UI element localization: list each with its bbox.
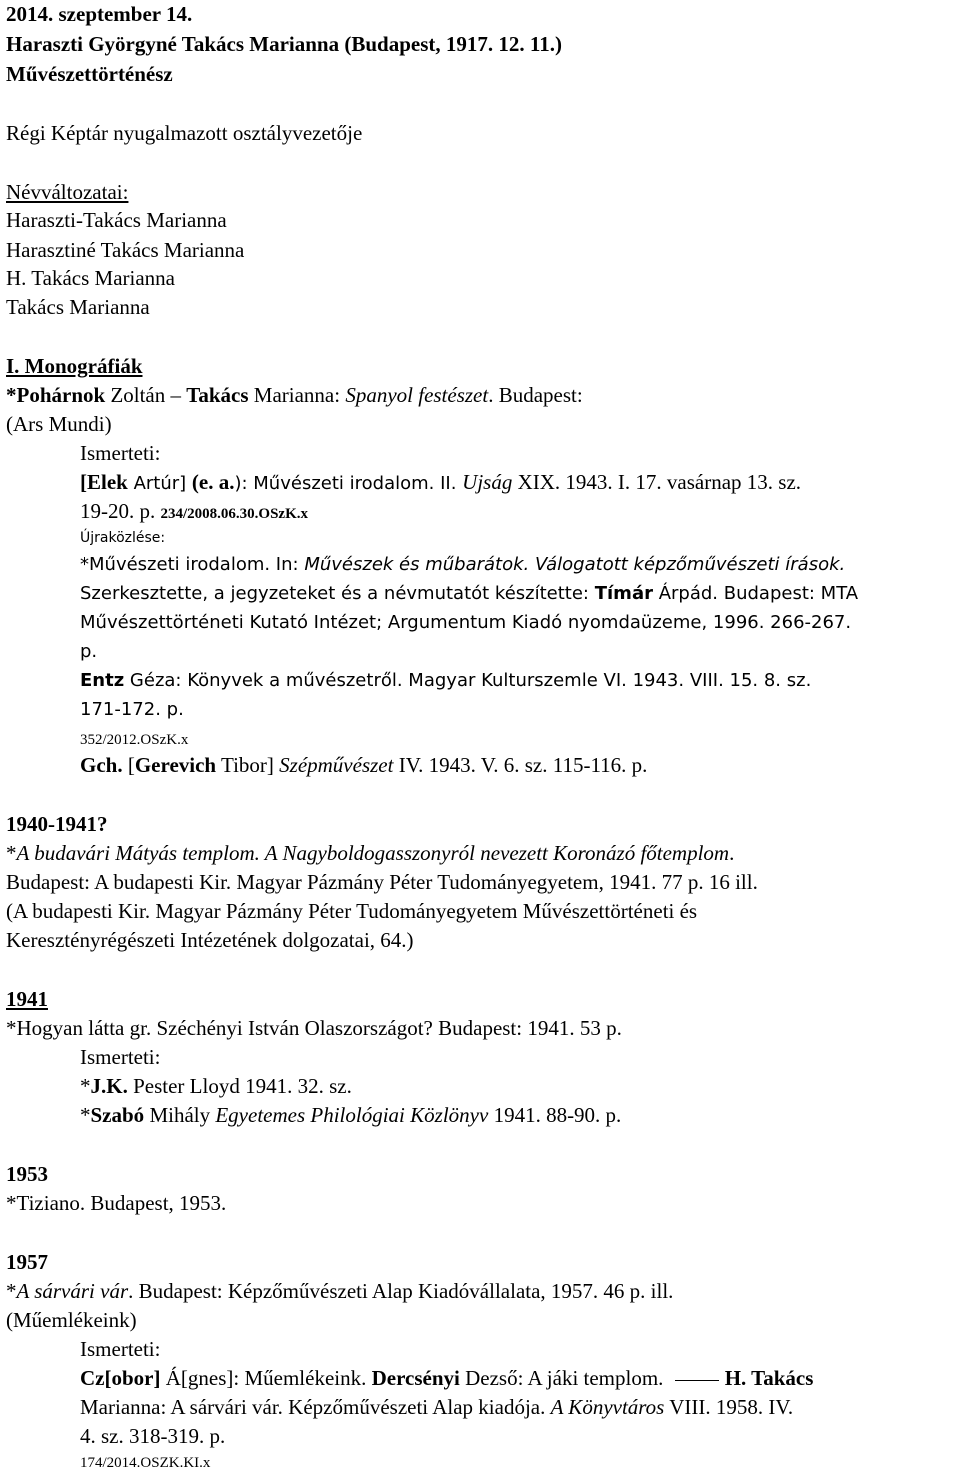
entry-1957-line-1: *A sárvári vár. Budapest: Képzőművészeti Alap Kiadóvállalata, 1957. 46 p. ill. <box>6 1279 674 1303</box>
profession-line: Művészettörténész <box>6 62 173 86</box>
reprint-line-2: Szerkesztette, a jegyzeteket és a névmutatót készítette: Tímár Árpád. Budapest: MTA <box>80 583 859 604</box>
entry-1940-line-1: *A budavári Mátyás templom. A Nagyboldogasszonyról nevezett Koronázó főtemplom. <box>6 841 735 865</box>
entry-1940-line-4: Keresztényrégészeti Intézetének dolgozatai, 64.) <box>6 928 414 952</box>
review-1941-label: Ismerteti: <box>80 1045 161 1069</box>
review-1957-line-1: Cz[obor] Á[gnes]: Műemlékeink. Dercsényi Dezső: A jáki templom. H. Takács <box>80 1366 814 1390</box>
review-entz-pages: 171-172. p. <box>80 699 184 720</box>
monograph-entry-1: *Pohárnok Zoltán – Takács Marianna: Spanyol festészet. Budapest: <box>6 383 583 407</box>
entry-1940-line-3: (A budapesti Kir. Magyar Pázmány Péter Tudományegyetem Művészettörténeti és <box>6 899 698 923</box>
entry-1957-series: (Műemlékeink) <box>6 1308 137 1332</box>
reprint-line-1: *Művészeti irodalom. In: Művészek és műbarátok. Válogatott képzőművészeti írások. <box>80 554 846 575</box>
monograph-series: (Ars Mundi) <box>6 412 112 436</box>
section-1953-heading: 1953 <box>6 1162 48 1186</box>
section-1940-heading: 1940-1941? <box>6 812 108 836</box>
name-variant-4: Takács Marianna <box>6 295 150 319</box>
review-elek: [Elek Artúr] (e. a.): Művészeti irodalom. II. Ujság XIX. 1943. I. 17. vasárnap 13. sz. <box>80 470 802 494</box>
name-line: Haraszti Györgyné Takács Marianna (Budapest, 1917. 12. 11.) <box>6 32 562 56</box>
review-1957-label: Ismerteti: <box>80 1337 161 1361</box>
review-label: Ismerteti: <box>80 441 161 465</box>
monographs-heading: I. Monográfiák <box>6 354 143 378</box>
review-elek-pages: 19-20. p. 234/2008.06.30.OSzK.x <box>80 499 309 523</box>
reprint-line-4: p. <box>80 641 98 662</box>
section-1941-heading: 1941 <box>6 987 48 1011</box>
name-variant-3: H. Takács Marianna <box>6 266 175 290</box>
review-entz: Entz Géza: Könyvek a művészetről. Magyar Kulturszemle VI. 1943. VIII. 15. 8. sz. <box>80 670 812 691</box>
name-variant-1: Haraszti-Takács Marianna <box>6 208 227 232</box>
section-1957-heading: 1957 <box>6 1250 48 1274</box>
reprint-label: Újraközlése: <box>80 530 166 546</box>
reprint-line-3: Művészettörténeti Kutató Intézet; Argumentum Kiadó nyomdaüzeme, 1996. 266-267. <box>80 612 852 633</box>
position-line: Régi Képtár nyugalmazott osztályvezetője <box>6 121 363 145</box>
name-variant-2: Harasztiné Takács Marianna <box>6 238 245 262</box>
em-dash <box>675 1380 719 1381</box>
name-variants-heading: Névváltozatai: <box>6 180 129 204</box>
entry-1941-line-1: *Hogyan látta gr. Széchényi István Olaszországot? Budapest: 1941. 53 p. <box>6 1016 622 1040</box>
review-1941-szabo: *Szabó Mihály Egyetemes Philológiai Közlönyv 1941. 88-90. p. <box>80 1103 622 1127</box>
review-gerevich: Gch. [Gerevich Tibor] Szépművészet IV. 1943. V. 6. sz. 115-116. p. <box>80 753 648 777</box>
review-1957-catalog: 174/2014.OSZK.KI.x <box>80 1455 211 1471</box>
review-1941-jk: *J.K. Pester Lloyd 1941. 32. sz. <box>80 1074 352 1098</box>
entry-1940-line-2: Budapest: A budapesti Kir. Magyar Pázmány Péter Tudományegyetem, 1941. 77 p. 16 ill. <box>6 870 758 894</box>
review-1957-line-2: Marianna: A sárvári vár. Képzőművészeti Alap kiadója. A Könyvtáros VIII. 1958. IV. <box>80 1395 794 1419</box>
entry-1953-line-1: *Tiziano. Budapest, 1953. <box>6 1191 227 1215</box>
date-line: 2014. szeptember 14. <box>6 2 193 26</box>
review-1957-line-3: 4. sz. 318-319. p. <box>80 1424 226 1448</box>
review-entz-catalog: 352/2012.OSzK.x <box>80 732 189 748</box>
